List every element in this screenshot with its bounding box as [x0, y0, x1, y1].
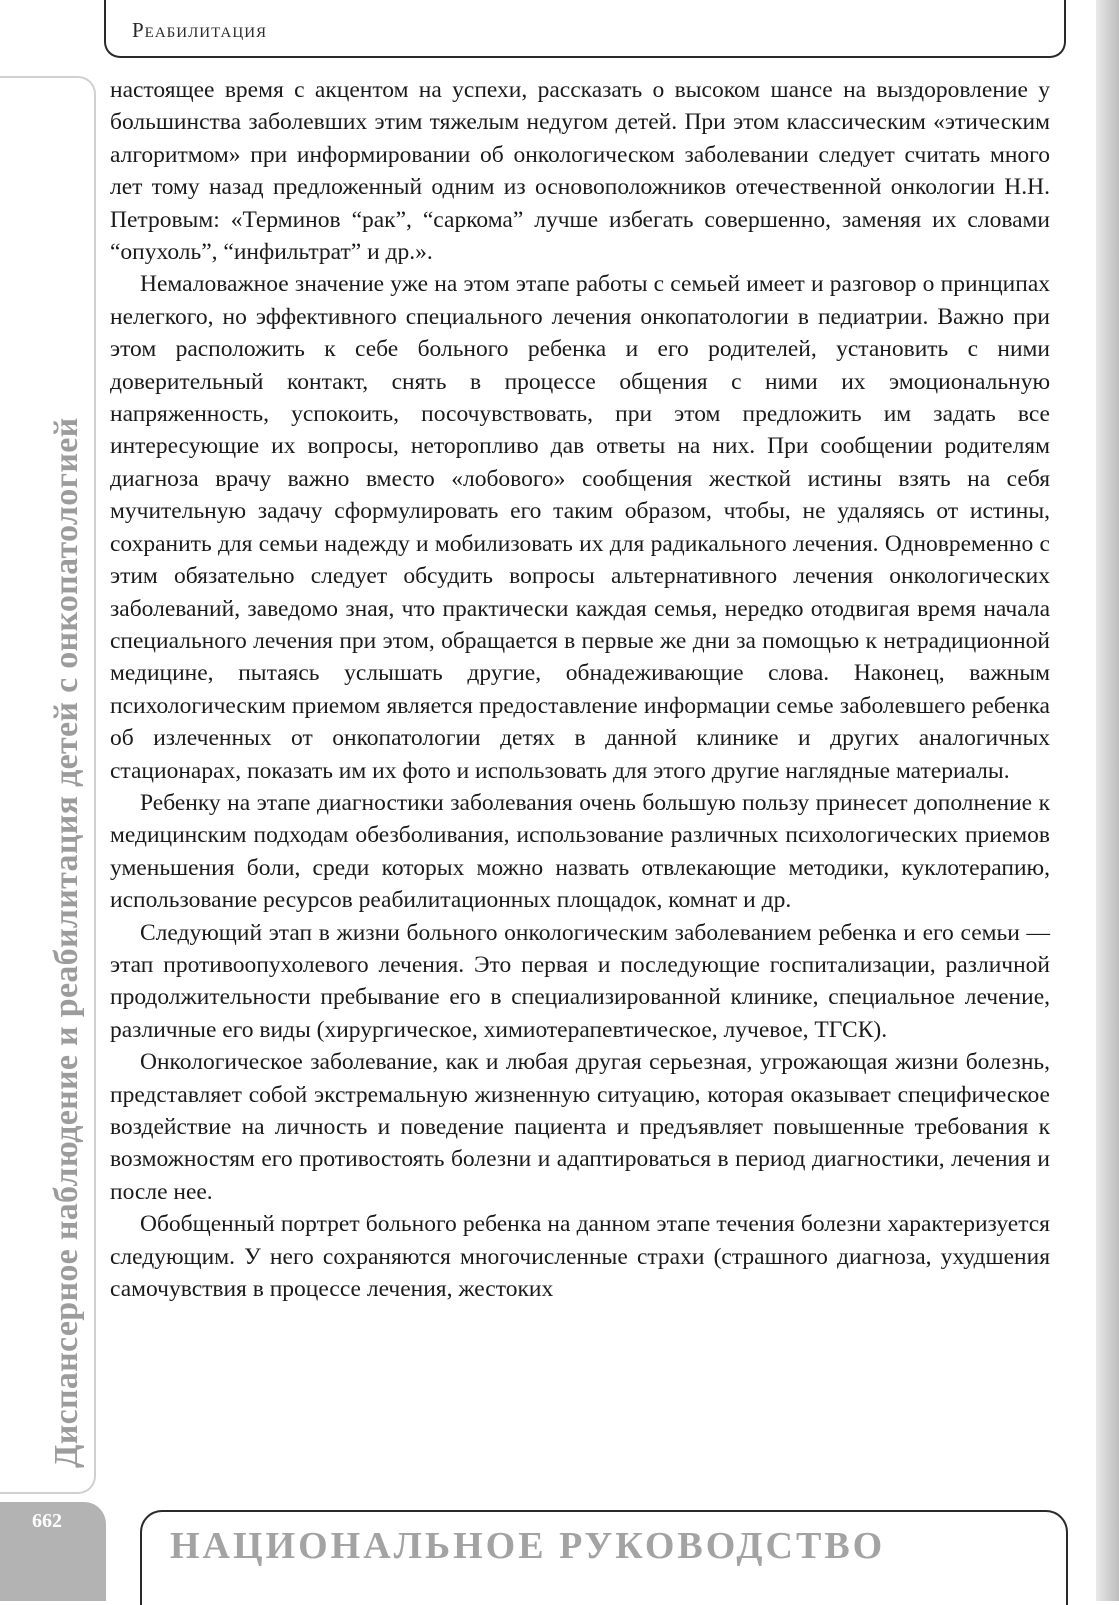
paragraph-3: Ребенку на этапе диагностики заболевания очень большую пользу принесет дополнение к медицинским подходам обезболивания, использование различных психологических приемов уменьшения боли, среди которых можно назвать отвлекающие методики, куклотерапию, использование ресурсов реабилитационных площадок, комнат и др.: [110, 789, 1050, 914]
page-body: [110, 74, 1050, 1305]
paragraph-5: Онкологическое заболевание, как и любая другая серьезная, угрожающая жизни болезнь, представляет собой экстремальную жизненную ситуацию, которая оказывает специфическое воздействие на личность и поведение пациента и предъявляет повышенные требования к возможностям его противостоять болезни и адаптироваться в период диагностики, лечения и после нее.: [110, 1049, 1050, 1205]
vertical-chapter-title: Диспансерное наблюдение и реабилитация детей с онкопатологией: [48, 417, 85, 1468]
paragraph-2: Немаловажное значение уже на этом этапе работы с семьей имеет и разговор о принципах нелегкого, но эффективного специального лечения онкопатологии в педиатрии. Важно при этом расположить к себе больного ребенка и его родителей, установить с ними доверительный контакт, снять в процессе общения с ними их эмоциональную напряженность, успокоить, посочувствовать, при этом предложить им задать все интересующие их вопросы, неторопливо дав ответы на них. При сообщении родителям диагноза врачу важно вместо «лобового» сообщения жесткой истины взять на себя мучительную задачу сформулировать его таким образом, чтобы, не удаляясь от истины, сохранить для семьи надежду и мобилизовать их для радикального лечения. Одновременно с этим обязательно следует обсудить вопросы альтернативного лечения онкологических заболеваний, заведомо зная, что практически каждая семья, нередко отодвигая время начала специального лечения при этом, обращается в первые же дни за помощью к нетрадиционной медицине, пытаясь услышать другие, обнадеживающие слова. Наконец, важным психологическим приемом является предоставление информации семье заболевшего ребенка об излеченных от онкопатологии детях в данной клинике и других аналогичных стационарах, показать им их фото и использовать для этого другие наглядные материалы.: [110, 271, 1050, 784]
page-edge-shadow: [1096, 0, 1119, 1601]
page-number: 662: [32, 1510, 62, 1532]
paragraph-6: Обобщенный портрет больного ребенка на данном этапе течения болезни характеризуется следующим. У него сохраняются многочисленные страхи (страшного диагноза, ухудшения самочувствия в процессе лечения, жестоких: [110, 1211, 1050, 1303]
paragraph-4: Следующий этап в жизни больного онкологическим заболеванием ребенка и его семьи — этап противоопухолевого лечения. Это первая и последующие госпитализации, различной продолжительности пребывание его в специализированной клинике, специальное лечение, различные его виды (хирургическое, химиотерапевтическое, лучевое, ТГСК).: [110, 919, 1050, 1043]
running-header: Реабилитация: [132, 18, 268, 42]
footer-book-title: НАЦИОНАЛЬНОЕ РУКОВОДСТВО: [170, 1525, 886, 1567]
paragraph-1: настоящее время с акцентом на успехи, рассказать о высоком шансе на выздоровление у большинства заболевших этим тяжелым недугом детей. При этом классическим «этическим алгоритмом» при информировании об онкологическом заболевании следует считать много лет тому назад предложенный одним из основоположников отечественной онкологии Н.Н. Петровым: «Терминов “рак”, “саркома” лучше избегать совершенно, заменяя их словами “опухоль”, “инфильтрат” и др.».: [110, 77, 1050, 266]
